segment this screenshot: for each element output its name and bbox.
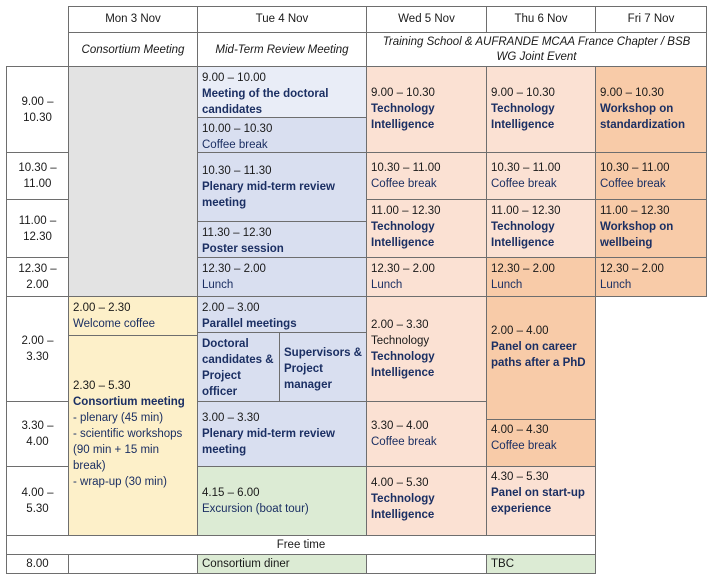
thu-coffee-break: 4.00 – 4.30 Coffee break	[486, 419, 596, 467]
free-time-row: Free time	[6, 535, 596, 555]
time-slot: 12.30 – 2.00	[6, 257, 69, 297]
event-name-tue: Mid-Term Review Meeting	[197, 32, 367, 67]
thu-startup-panel: 4.30 – 5.30 Panel on start-up experience	[486, 466, 596, 536]
mon-welcome-coffee: 2.00 – 2.30 Welcome coffee	[68, 296, 198, 336]
list-item: - plenary (45 min)	[73, 412, 164, 424]
thu-coffee-break: 10.30 – 11.00 Coffee break	[486, 152, 596, 200]
thu-dinner-tbc: TBC	[486, 554, 596, 574]
time-slot: 2.00 – 3.30	[6, 296, 69, 402]
tue-excursion: 4.15 – 6.00 Excursion (boat tour)	[197, 466, 367, 536]
time-slot: 10.30 – 11.00	[6, 152, 69, 200]
time-slot: 11.00 – 12.30	[6, 199, 69, 258]
list-item: - scientific workshops (90 min + 15 min break)	[73, 428, 183, 472]
wed-technology-intelligence: 11.00 – 12.30 Technology Intelligence	[366, 199, 487, 258]
thu-lunch: 12.30 – 2.00 Lunch	[486, 257, 596, 297]
tue-parallel-supervisors: Supervisors & Project manager	[279, 332, 367, 402]
wed-dinner-empty	[366, 554, 487, 574]
tue-poster-session: 11.30 – 12.30 Poster session	[197, 221, 367, 258]
event-name-mon: Consortium Meeting	[68, 32, 198, 67]
event-name-training-school: Training School & AUFRANDE MCAA France Chapter / BSB WG Joint Event	[366, 32, 707, 67]
consortium-agenda-list	[73, 410, 193, 490]
mon-consortium-meeting: 2.30 – 5.30 Consortium meeting - plenary (45 min) - scientific workshops (90 min + 15 min break) - wrap-up (30 min)	[68, 335, 198, 536]
wed-technology-intelligence: 2.00 – 3.30 Technology Technology Intelligence	[366, 296, 487, 402]
tue-plenary-meeting: 10.30 – 11.30 Plenary mid-term review meeting	[197, 152, 367, 222]
tue-parallel-doctoral: Doctoral candidates & Project officer	[197, 332, 280, 402]
header-day-tue: Tue 4 Nov	[197, 6, 367, 33]
header-day-mon: Mon 3 Nov	[68, 6, 198, 33]
wed-technology-intelligence: 9.00 – 10.30 Technology Intelligence	[366, 66, 487, 153]
time-slot: 3.30 – 4.00	[6, 401, 69, 467]
fri-lunch: 12.30 – 2.00 Lunch	[595, 257, 707, 297]
fri-wellbeing-workshop: 11.00 – 12.30 Workshop on wellbeing	[595, 199, 707, 258]
wed-coffee-break: 10.30 – 11.00 Coffee break	[366, 152, 487, 200]
thu-technology-intelligence: 9.00 – 10.30 Technology Intelligence	[486, 66, 596, 153]
wed-technology-intelligence: 4.00 – 5.30 Technology Intelligence	[366, 466, 487, 536]
thu-career-panel: 2.00 – 4.00 Panel on career paths after a PhD	[486, 296, 596, 420]
header-day-wed: Wed 5 Nov	[366, 6, 487, 33]
time-slot: 8.00	[6, 554, 69, 574]
header-day-thu: Thu 6 Nov	[486, 6, 596, 33]
list-item: - wrap-up (30 min)	[73, 476, 167, 488]
fri-standardization-workshop: 9.00 – 10.30 Workshop on standardization	[595, 66, 707, 153]
tue-parallel-meetings: 2.00 – 3.00 Parallel meetings	[197, 296, 367, 333]
tue-coffee-break: 10.00 – 10.30 Coffee break	[197, 117, 367, 153]
tue-doctoral-meeting: 9.00 – 10.00 Meeting of the doctoral candidates	[197, 66, 367, 118]
wed-coffee-break: 3.30 – 4.00 Coffee break	[366, 401, 487, 467]
tue-lunch: 12.30 – 2.00 Lunch	[197, 257, 367, 297]
mon-empty-morning	[68, 66, 198, 297]
time-slot: 9.00 – 10.30	[6, 66, 69, 153]
time-slot: 4.00 – 5.30	[6, 466, 69, 536]
wed-lunch: 12.30 – 2.00 Lunch	[366, 257, 487, 297]
tue-consortium-dinner: Consortium diner	[197, 554, 367, 574]
fri-coffee-break: 10.30 – 11.00 Coffee break	[595, 152, 707, 200]
mon-dinner-empty	[68, 554, 198, 574]
tue-plenary-afternoon: 3.00 – 3.30 Plenary mid-term review meeting	[197, 401, 367, 467]
header-day-fri: Fri 7 Nov	[595, 6, 707, 33]
thu-technology-intelligence: 11.00 – 12.30 Technology Intelligence	[486, 199, 596, 258]
